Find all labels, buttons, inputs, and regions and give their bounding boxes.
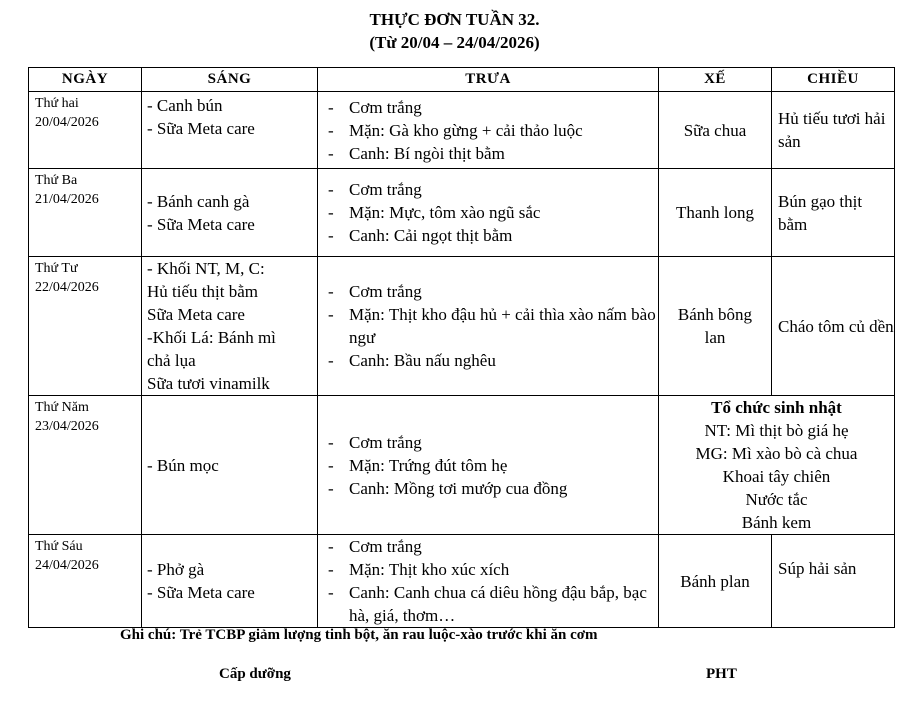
birthday-item: MG: Mì xào bò cà chua — [695, 444, 858, 463]
afternoon-cell: Súp hải sản — [772, 535, 895, 628]
menu-table — [28, 67, 895, 628]
breakfast-line: - Sữa Meta care — [147, 214, 255, 234]
breakfast-cell — [142, 169, 318, 257]
lunch-cell — [318, 169, 659, 257]
afternoon-cell: Hủ tiếu tươi hải sản — [772, 92, 895, 169]
birthday-heading: Tổ chức sinh nhật — [711, 398, 842, 417]
breakfast-line: - Phở gà — [147, 560, 205, 579]
table-row — [29, 92, 895, 169]
afternoon-cell: Bún gạo thịt bằm — [772, 169, 895, 257]
day-cell — [29, 257, 142, 396]
breakfast-line: - Bánh canh gà — [147, 191, 250, 211]
table-row — [29, 169, 895, 257]
signature-cook: Cấp dưỡng — [219, 666, 291, 682]
breakfast-cell — [142, 396, 318, 535]
lunch-item: - Cơm trắng — [328, 280, 658, 303]
day-cell — [29, 535, 142, 628]
lunch-item: - Canh: Canh chua cá diêu hồng đậu bắp, bạc hà, giá, thơm… — [328, 581, 658, 627]
day-date: 21/04/2026 — [35, 192, 99, 207]
day-date: 20/04/2026 — [35, 115, 99, 130]
breakfast-line: - Khối NT, M, C: — [147, 259, 265, 278]
birthday-party-cell — [659, 396, 895, 535]
day-date: 23/04/2026 — [35, 419, 99, 434]
col-header-trua: TRƯA — [318, 68, 659, 92]
day-name: Thứ Tư — [35, 261, 78, 276]
breakfast-line: - Canh bún — [147, 96, 223, 115]
header-row — [29, 68, 895, 92]
breakfast-line: -Khối Lá: Bánh mì — [147, 328, 276, 347]
lunch-item: - Mặn: Thịt kho đậu hủ + cải thìa xào nấm bào ngư — [328, 303, 658, 349]
day-cell — [29, 92, 142, 169]
lunch-item: - Canh: Bầu nấu nghêu — [328, 349, 658, 372]
breakfast-line: chả lụa — [147, 351, 196, 370]
lunch-item: - Canh: Mồng tơi mướp cua đồng — [328, 477, 658, 500]
breakfast-line: Sữa tươi vinamilk — [147, 374, 270, 393]
col-header-ngay: NGÀY — [29, 68, 142, 92]
birthday-item: Khoai tây chiên — [722, 467, 831, 486]
lunch-item: - Canh: Bí ngòi thịt bằm — [328, 142, 658, 165]
snack-cell: Thanh long — [659, 169, 772, 257]
snack-cell: Bánh plan — [659, 535, 772, 628]
table-row — [29, 396, 895, 535]
lunch-item: - Mặn: Mực, tôm xào ngũ sắc — [328, 201, 658, 224]
day-name: Thứ Ba — [35, 173, 78, 188]
day-cell — [29, 169, 142, 257]
birthday-item: Bánh kem — [741, 513, 812, 532]
birthday-item: Nước tắc — [745, 490, 808, 509]
col-header-sang: SÁNG — [142, 68, 318, 92]
lunch-item: - Mặn: Thịt kho xúc xích — [328, 558, 658, 581]
breakfast-line: Hủ tiếu thịt bằm — [147, 282, 258, 301]
table-row — [29, 257, 895, 396]
breakfast-cell — [142, 92, 318, 169]
page-title: THỰC ĐƠN TUẦN 32. — [369, 10, 540, 29]
snack-cell: Bánh bông lan — [659, 257, 772, 396]
lunch-item: - Cơm trắng — [328, 96, 658, 119]
day-name: Thứ Sáu — [35, 539, 83, 554]
lunch-cell — [318, 535, 659, 628]
col-header-chieu: CHIỀU — [772, 68, 895, 92]
lunch-cell — [318, 257, 659, 396]
lunch-item: - Canh: Cải ngọt thịt bằm — [328, 224, 658, 247]
lunch-cell — [318, 396, 659, 535]
afternoon-cell: Cháo tôm củ dền — [772, 257, 895, 396]
lunch-item: - Cơm trắng — [328, 535, 658, 558]
lunch-item: - Mặn: Gà kho gừng + cải thảo luộc — [328, 119, 658, 142]
signature-vice-principal: PHT — [706, 666, 737, 682]
col-header-xe: XẾ — [659, 68, 772, 92]
breakfast-line: - Sữa Meta care — [147, 119, 255, 138]
breakfast-line: - Sữa Meta care — [147, 583, 255, 602]
lunch-cell — [318, 92, 659, 169]
day-name: Thứ Năm — [35, 400, 89, 415]
day-name: Thứ hai — [35, 96, 79, 111]
day-date: 24/04/2026 — [35, 558, 99, 573]
breakfast-cell — [142, 257, 318, 396]
breakfast-line: - Bún mọc — [147, 455, 219, 475]
table-row — [29, 535, 895, 628]
lunch-item: - Cơm trắng — [328, 178, 658, 201]
day-date: 22/04/2026 — [35, 280, 99, 295]
footer-note: Ghi chú: Trẻ TCBP giảm lượng tinh bột, ăn rau luộc-xào trước khi ăn cơm — [120, 627, 598, 643]
lunch-item: - Cơm trắng — [328, 431, 658, 454]
day-cell — [29, 396, 142, 535]
birthday-item: NT: Mì thịt bò giá hẹ — [704, 421, 849, 440]
date-range: (Từ 20/04 – 24/04/2026) — [369, 33, 540, 52]
lunch-item: - Mặn: Trứng đút tôm hẹ — [328, 454, 658, 477]
snack-cell: Sữa chua — [659, 92, 772, 169]
breakfast-line: Sữa Meta care — [147, 305, 245, 324]
breakfast-cell — [142, 535, 318, 628]
